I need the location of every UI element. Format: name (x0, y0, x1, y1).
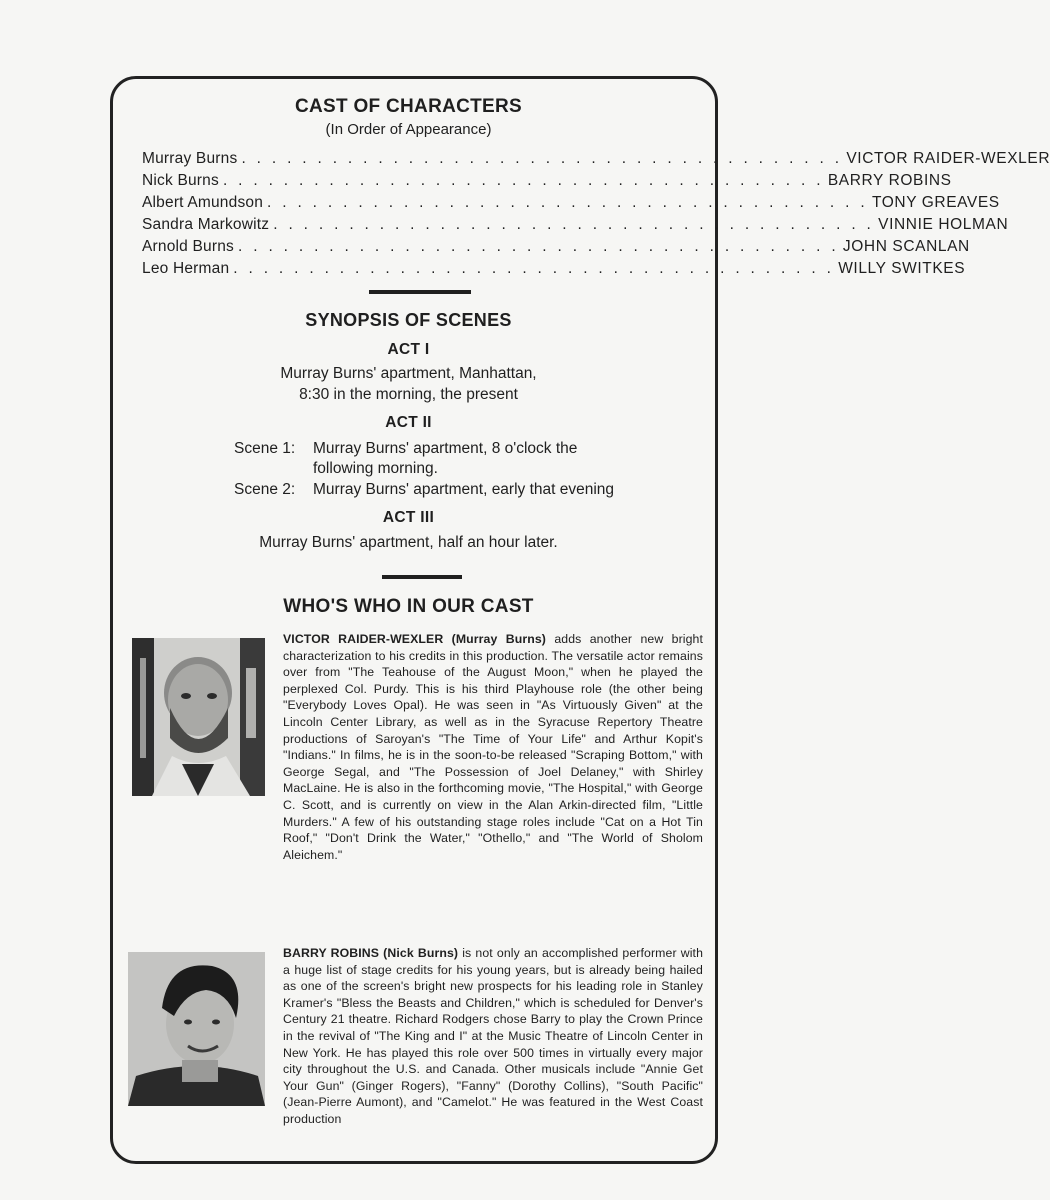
act-heading: ACT I (387, 341, 430, 358)
cast-role: Sandra Markowitz (142, 216, 270, 233)
cast-actor: BARRY ROBINS (827, 172, 952, 189)
cast-title: CAST OF CHARACTERS (294, 96, 523, 117)
cast-role: Nick Burns (142, 172, 219, 189)
cast-role: Albert Amundson (142, 194, 264, 211)
cast-row (142, 216, 1009, 238)
cast-row (142, 172, 952, 194)
leader-dots: . . . . . . . . . . . . . . . . . . . . . . . . . . . . . . . . . . . . . . . . (233, 260, 835, 277)
cast-actor: TONY GREAVES (871, 194, 1000, 211)
cast-row (142, 238, 970, 260)
cast-row (142, 150, 1050, 172)
synopsis-title: SYNOPSIS OF SCENES (305, 310, 512, 330)
scene-description: Murray Burns' apartment, early that evening (313, 481, 615, 498)
actor-photo-victor (132, 638, 265, 796)
scene-description: 8:30 in the morning, the present (299, 386, 518, 403)
cast-row (142, 194, 1000, 216)
cast-row (142, 260, 966, 282)
scene-label: Scene 1: (234, 440, 296, 457)
leader-dots: . . . . . . . . . . . . . . . . . . . . . . . . . . . . . . . . . . . . . . . . (222, 172, 824, 189)
scene-description: Murray Burns' apartment, 8 o'clock the (313, 440, 578, 457)
cast-actor: VICTOR RAIDER-WEXLER (846, 150, 1050, 167)
cast-actor: JOHN SCANLAN (842, 238, 970, 255)
act-heading: ACT III (382, 509, 435, 526)
scene-label: Scene 2: (234, 481, 296, 498)
bio-victor (283, 631, 703, 863)
leader-dots: . . . . . . . . . . . . . . . . . . . . . . . . . . . . . . . . . . . . . . . . (241, 150, 843, 167)
cast-role: Leo Herman (142, 260, 230, 277)
cast-role: Murray Burns (142, 150, 238, 167)
section-divider (369, 290, 471, 294)
leader-dots: . . . . . . . . . . . . . . . . . . . . . . . . . . . . . . . . . . . . . . . . (238, 238, 839, 255)
bio-barry (283, 945, 703, 1128)
act-heading: ACT II (385, 414, 432, 431)
leader-dots: . . . . . . . . . . . . . . . . . . . . . . . . . . . . . . . . . . . . . . . . (273, 216, 875, 233)
section-divider (382, 575, 462, 579)
actor-photo-barry (128, 952, 265, 1106)
cast-actor: WILLY SWITKES (838, 260, 966, 277)
cast-subtitle: (In Order of Appearance) (325, 121, 492, 138)
bio-name: VICTOR RAIDER-WEXLER (Murray Burns) (283, 632, 546, 646)
scene-description: Murray Burns' apartment, half an hour later. (259, 534, 558, 551)
bio-text: is not only an accomplished performer with a huge list of stage credits for his young years, but is already being hailed as one of the screen's bright new prospects for his leading role in Stanley Kramer's "Bless the Beasts and Children," which is scheduled for Denver's Century 21 theatre. Richard Rodgers chose Barry to play the Crown Prince in the revival of "The King and I" at the Music Theatre of Lincoln Center in New York. He has played this role over 500 times in virtually every major city throughout the U.S. and Canada. Other musicals include "Annie Get Your Gun" (Ginger Rogers), "Fanny" (Dorothy Collins), "South Pacific" (Jean-Pierre Aumont), and "Camelot." He was featured in the West Coast production (283, 946, 704, 1126)
cast-role: Arnold Burns (142, 238, 235, 255)
scene-description: Murray Burns' apartment, Manhattan, (280, 365, 537, 382)
bio-name: BARRY ROBINS (Nick Burns) (283, 946, 459, 960)
scene-description: following morning. (313, 460, 438, 477)
bio-text: adds another new bright characterization to his credits in this production. The versatile actor remains over from "The Teahouse of the August Moon," when he played the perplexed Col. Purdy. This is his third Playhouse role (the other being "Everybody Loves Opal). He was seen in "As Virtuously Given" at the Lincoln Center Library, as well as in the Syracuse Repertory Theatre productions of Saroyan's "The Time of Your Life" and Arthur Kopit's "Indians." In films, he is in the soon-to-be released "Scraping Bottom," with George Segal, and "The Possession of Joel Delaney," with Shirley MacLaine. He is also in the forthcoming movie, "The Hospital," with George C. Scott, and is currently on view in the Alan Arkin-directed film, "Little Murders." A few of his outstanding stage roles include "Cat on a Hot Tin Roof," "Don't Drink the Water," "Othello," and "The World of Sholom Aleichem." (283, 632, 703, 862)
cast-actor: VINNIE HOLMAN (878, 216, 1009, 233)
whos-who-title: WHO'S WHO IN OUR CAST (283, 596, 534, 617)
leader-dots: . . . . . . . . . . . . . . . . . . . . . . . . . . . . . . . . . . . . . . . . (267, 194, 868, 211)
